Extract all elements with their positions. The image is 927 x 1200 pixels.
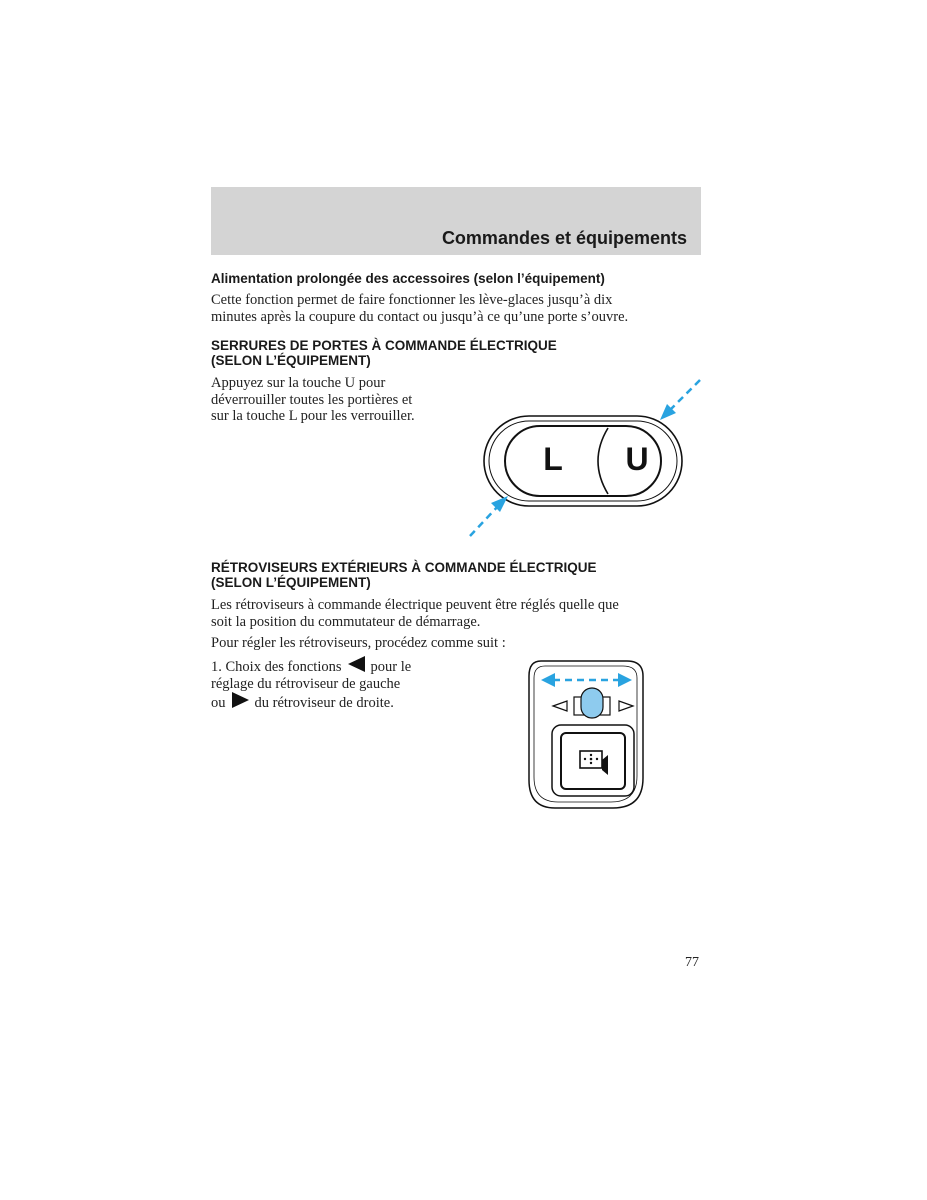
step1-text-b: pour le xyxy=(370,659,412,675)
locks-body-line-2: déverrouiller toutes les portières et xyxy=(211,391,413,408)
accessories-body-line-2: minutes après la coupure du contact ou jusqu’à ce qu’une porte s’ouvre. xyxy=(211,308,629,325)
step1-text-c: ou xyxy=(211,695,226,711)
header-band xyxy=(211,187,701,255)
locks-heading xyxy=(211,338,557,368)
page-title: Commandes et équipements xyxy=(441,228,687,248)
mirrors-heading-line-2: (SELON L’ÉQUIPEMENT) xyxy=(211,575,371,590)
mirrors-procedure-intro: Pour régler les rétroviseurs, procédez comme suit : xyxy=(211,635,506,651)
locks-body-line-3: sur la touche L pour les verrouiller. xyxy=(211,408,415,424)
right-triangle-icon xyxy=(232,692,249,708)
accessories-body xyxy=(211,292,628,325)
mirror-selector-knob xyxy=(581,688,603,718)
mirrors-heading xyxy=(211,560,597,590)
step1-text-line-2: réglage du rétroviseur de gauche xyxy=(211,675,401,692)
step1-text-a: 1. Choix des fonctions xyxy=(211,659,342,675)
left-triangle-icon xyxy=(348,656,365,672)
locks-heading-line-2: (SELON L’ÉQUIPEMENT) xyxy=(211,353,371,368)
mirrors-heading-line-1: RÉTROVISEURS EXTÉRIEURS À COMMANDE ÉLECTRIQUE xyxy=(211,560,597,575)
locks-body-line-1: Appuyez sur la touche U pour xyxy=(211,375,386,391)
unlock-arrow-icon xyxy=(660,380,700,420)
locks-body xyxy=(211,375,415,425)
mirror-control-diagram xyxy=(525,658,665,813)
lock-l-label: L xyxy=(543,441,563,477)
page-number: 77 xyxy=(685,955,699,970)
lock-arrow-icon xyxy=(470,496,508,536)
door-lock-switch-diagram xyxy=(460,372,710,542)
step1-text-d: du rétroviseur de droite. xyxy=(254,695,394,711)
mirrors-step-1 xyxy=(211,656,411,712)
mirrors-body-line-2: soit la position du commutateur de démarrage. xyxy=(211,613,481,630)
mirrors-body-line-1: Les rétroviseurs à commande électrique peuvent être réglés quelle que xyxy=(211,597,619,613)
mirrors-body xyxy=(211,597,619,630)
joystick-pad xyxy=(561,733,625,789)
accessories-heading: Alimentation prolongée des accessoires (selon l’équipement) xyxy=(211,271,605,286)
locks-heading-line-1: SERRURES DE PORTES À COMMANDE ÉLECTRIQUE xyxy=(211,338,557,353)
unlock-u-label: U xyxy=(625,441,649,477)
accessories-body-line-1: Cette fonction permet de faire fonctionner les lève-glaces jusqu’à dix xyxy=(211,292,613,308)
